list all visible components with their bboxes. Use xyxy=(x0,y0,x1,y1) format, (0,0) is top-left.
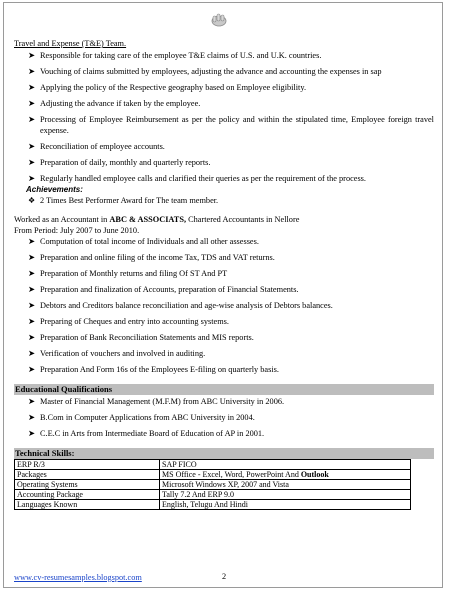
list-item-text: Regularly handled employee calls and clarified their queries as per the requirement of the process. xyxy=(40,174,366,183)
list-item xyxy=(14,157,434,168)
skill-value-text: English, Telugu And Hindi xyxy=(162,500,248,509)
list-item-text: Preparation of Monthly returns and filing Of ST And PT xyxy=(40,269,228,278)
list-item-text: Preparation and finalization of Accounts, preparation of Financial Statements. xyxy=(40,285,299,294)
list-item-text: Debtors and Creditors balance reconciliation and age-wise analysis of Debtors balances. xyxy=(40,301,333,310)
list-item xyxy=(14,348,434,359)
arrow-bullet-icon: ➤ xyxy=(28,396,36,406)
job2-line xyxy=(14,214,434,225)
list-item-text: Responsible for taking care of the employee T&E claims of U.S. and U.K. countries. xyxy=(40,51,322,60)
skill-value-text: SAP FICO xyxy=(162,460,197,469)
skill-label: Accounting Package xyxy=(15,490,160,500)
arrow-bullet-icon: ➤ xyxy=(28,348,36,358)
te-list xyxy=(14,50,434,184)
list-item xyxy=(14,332,434,343)
arrow-bullet-icon: ➤ xyxy=(28,173,36,183)
job2-company: ABC & ASSOCIATS, xyxy=(109,215,187,224)
list-item xyxy=(14,98,434,109)
edu-heading: Educational Qualifications xyxy=(14,384,434,395)
list-item-text: Reconciliation of employee accounts. xyxy=(40,142,165,151)
arrow-bullet-icon: ➤ xyxy=(28,284,36,294)
achievements-label: Achievements: xyxy=(26,185,83,194)
list-item-text: Applying the policy of the Respective geography based on Employee eligibility. xyxy=(40,83,307,92)
arrow-bullet-icon: ➤ xyxy=(28,141,36,151)
list-item-text: Verification of vouchers and involved in auditing. xyxy=(40,349,206,358)
list-item-text: Computation of total income of Individuals and all other assesses. xyxy=(40,237,259,246)
te-heading: Travel and Expense (T&E) Team. xyxy=(14,39,127,48)
list-item-text: Processing of Employee Reimbursement as per the policy and within the stipulated time, Employee foreign travel expense. xyxy=(40,115,434,135)
arrow-bullet-icon: ➤ xyxy=(28,332,36,342)
arrow-bullet-icon: ➤ xyxy=(28,428,36,438)
list-item xyxy=(14,173,434,184)
hand-icon xyxy=(209,12,229,28)
skill-value xyxy=(160,460,411,470)
table-row xyxy=(15,480,411,490)
arrow-bullet-icon: ➤ xyxy=(28,98,36,108)
table-row xyxy=(15,470,411,480)
list-item xyxy=(14,428,434,439)
list-item-text: Preparation of daily, monthly and quarterly reports. xyxy=(40,158,211,167)
list-item-text: Preparation And Form 16s of the Employees E-filing on quarterly basis. xyxy=(40,365,279,374)
list-item xyxy=(14,141,434,152)
achievement-text: 2 Times Best Performer Award for The team member. xyxy=(40,196,219,205)
footer xyxy=(14,572,142,583)
arrow-bullet-icon: ➤ xyxy=(28,268,36,278)
skill-value-bold: Outlook xyxy=(300,470,329,479)
list-item xyxy=(14,268,434,279)
skill-value-text: Microsoft Windows XP, 2007 and Vista xyxy=(162,480,289,489)
arrow-bullet-icon: ➤ xyxy=(28,114,36,124)
footer-link[interactable]: www.cv-resumesamples.blogspot.com xyxy=(14,573,142,582)
skill-label: Operating Systems xyxy=(15,480,160,490)
list-item-text: C.E.C in Arts from Intermediate Board of Education of AP in 2001. xyxy=(40,429,265,438)
edu-list xyxy=(14,396,434,439)
job2-post: Chartered Accountants in Nellore xyxy=(186,215,300,224)
list-item-text: Preparation of Bank Reconciliation Statements and MIS reports. xyxy=(40,333,254,342)
list-item xyxy=(14,396,434,407)
skill-label: ERP R/3 xyxy=(15,460,160,470)
list-item xyxy=(14,236,434,247)
arrow-bullet-icon: ➤ xyxy=(28,66,36,76)
job2-list xyxy=(14,236,434,375)
list-item-text: Master of Financial Management (M.F.M) from ABC University in 2006. xyxy=(40,397,285,406)
list-item xyxy=(14,284,434,295)
arrow-bullet-icon: ➤ xyxy=(28,50,36,60)
resume-page xyxy=(14,38,434,510)
arrow-bullet-icon: ➤ xyxy=(28,364,36,374)
skill-value-text: Tally 7.2 And ERP 9.0 xyxy=(162,490,235,499)
arrow-bullet-icon: ➤ xyxy=(28,236,36,246)
arrow-bullet-icon: ➤ xyxy=(28,82,36,92)
list-item-text: Adjusting the advance if taken by the employee. xyxy=(40,99,201,108)
table-row xyxy=(15,490,411,500)
skills-table xyxy=(14,459,411,510)
table-row xyxy=(15,460,411,470)
skill-label: Languages Known xyxy=(15,500,160,510)
job2-period: From Period: July 2007 to June 2010. xyxy=(14,226,140,235)
job2-pre: Worked as an Accountant in xyxy=(14,215,110,224)
list-item xyxy=(14,364,434,375)
skill-value xyxy=(160,500,411,510)
skill-value xyxy=(160,480,411,490)
arrow-bullet-icon: ➤ xyxy=(28,252,36,262)
list-item xyxy=(14,252,434,263)
list-item xyxy=(14,114,434,136)
page-number: 2 xyxy=(222,572,227,581)
list-item xyxy=(14,66,434,77)
arrow-bullet-icon: ➤ xyxy=(28,300,36,310)
skill-value xyxy=(160,470,411,480)
arrow-bullet-icon: ➤ xyxy=(28,412,36,422)
achievement-item xyxy=(14,195,434,206)
list-item xyxy=(14,316,434,327)
list-item-text: Preparing of Cheques and entry into accounting systems. xyxy=(40,317,229,326)
table-row xyxy=(15,500,411,510)
skill-label: Packages xyxy=(15,470,160,480)
list-item-text: Preparation and online filing of the income Tax, TDS and VAT returns. xyxy=(40,253,275,262)
skill-value-text: MS Office - Excel, Word, PowerPoint And xyxy=(162,470,301,479)
list-item xyxy=(14,50,434,61)
list-item xyxy=(14,82,434,93)
list-item xyxy=(14,412,434,423)
tech-heading: Technical Skills: xyxy=(14,448,434,459)
list-item-text: Vouching of claims submitted by employees, adjusting the advance and accounting the expenses in sap xyxy=(40,67,382,76)
list-item xyxy=(14,300,434,311)
arrow-bullet-icon: ➤ xyxy=(28,316,36,326)
arrow-bullet-icon: ➤ xyxy=(28,157,36,167)
diamond-icon: ❖ xyxy=(28,196,36,205)
skill-value xyxy=(160,490,411,500)
list-item-text: B.Com in Computer Applications from ABC University in 2004. xyxy=(40,413,255,422)
